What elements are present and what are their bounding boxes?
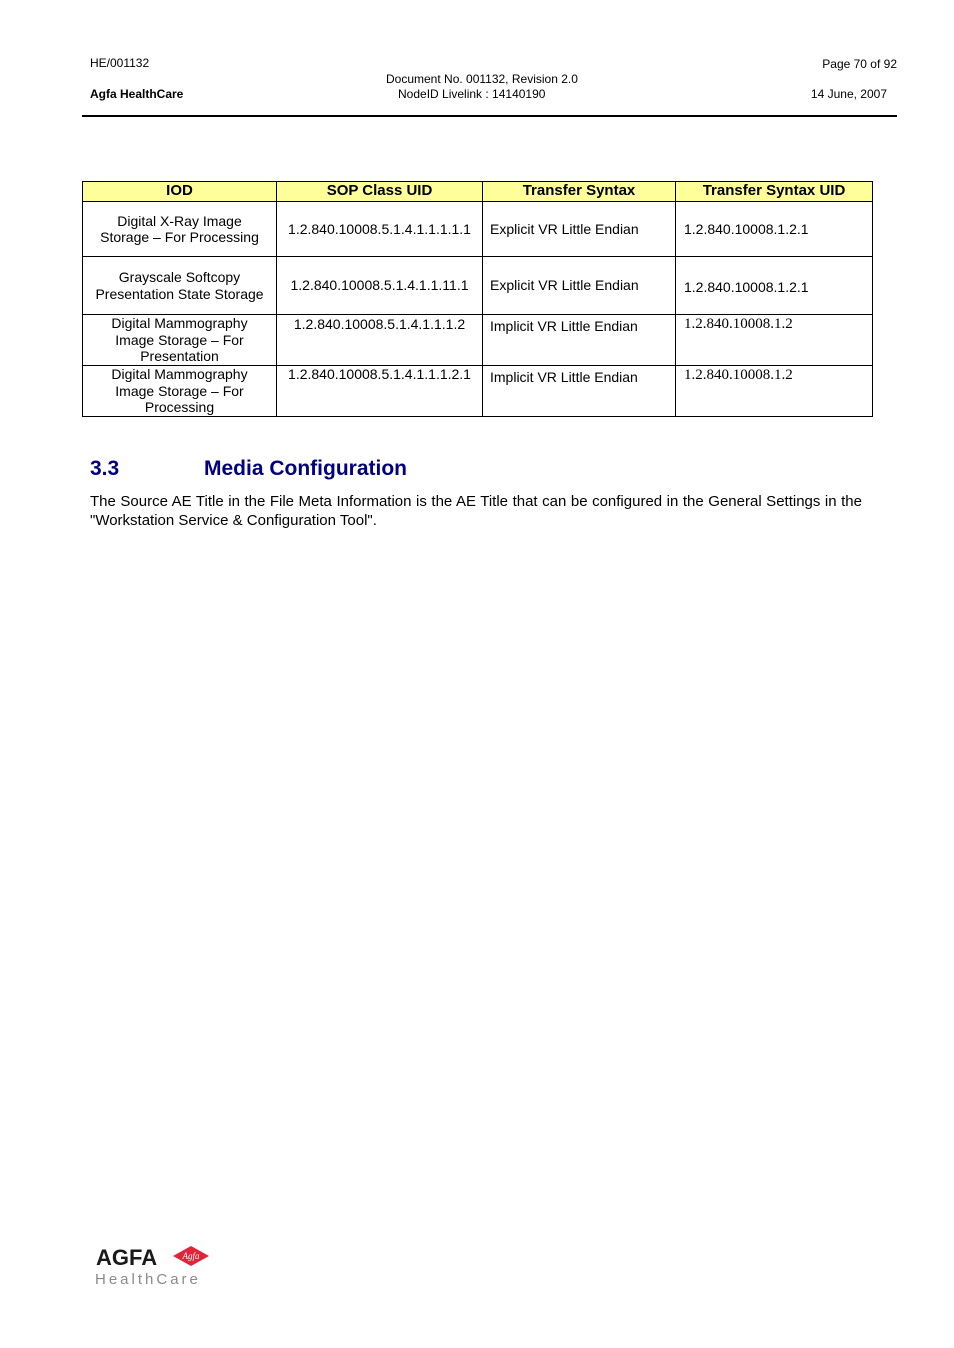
- sop-class-uid-cell: 1.2.840.10008.5.1.4.1.1.1.1.1: [277, 202, 483, 257]
- sop-class-uid-cell: 1.2.840.10008.5.1.4.1.1.1.2: [277, 315, 483, 366]
- column-header-iod: IOD: [83, 182, 277, 202]
- section-title: Media Configuration: [204, 457, 407, 480]
- transfer-syntax-cell: Explicit VR Little Endian: [483, 257, 676, 315]
- section-number: 3.3: [90, 457, 120, 480]
- iod-cell: Digital X-Ray Image Storage – For Processing: [83, 202, 277, 257]
- column-header-transfer-syntax-uid: Transfer Syntax UID: [676, 182, 873, 202]
- iod-cell: Grayscale Softcopy Presentation State Storage: [83, 257, 277, 315]
- document-date: 14 June, 2007: [810, 87, 887, 101]
- node-id: NodeID Livelink : 14140190: [398, 87, 546, 101]
- transfer-syntax-uid-cell: 1.2.840.10008.1.2.1: [676, 202, 873, 257]
- table-row: [83, 315, 873, 366]
- iod-cell: Digital Mammography Image Storage – For Presentation: [83, 315, 277, 366]
- transfer-syntax-uid-cell: 1.2.840.10008.1.2.1: [676, 257, 873, 315]
- logo-badge-text: Agfa: [182, 1251, 200, 1261]
- header-divider: [82, 115, 897, 117]
- section-heading: [90, 457, 407, 481]
- transfer-syntax-cell: Implicit VR Little Endian: [483, 315, 676, 366]
- transfer-syntax-uid-cell: 1.2.840.10008.1.2: [676, 366, 873, 417]
- transfer-syntax-cell: Implicit VR Little Endian: [483, 366, 676, 417]
- iod-table: [82, 181, 873, 417]
- transfer-syntax-uid-cell: 1.2.840.10008.1.2: [676, 315, 873, 366]
- agfa-badge-icon: [173, 1246, 209, 1266]
- iod-cell: Digital Mammography Image Storage – For Processing: [83, 366, 277, 417]
- sop-class-uid-cell: 1.2.840.10008.5.1.4.1.1.1.2.1: [277, 366, 483, 417]
- column-header-sop-class-uid: SOP Class UID: [277, 182, 483, 202]
- logo-sub-text: HealthCare: [95, 1271, 201, 1288]
- column-header-transfer-syntax: Transfer Syntax: [483, 182, 676, 202]
- document-number: Document No. 001132, Revision 2.0: [386, 72, 578, 86]
- company-name: Agfa HealthCare: [90, 87, 184, 101]
- agfa-logo-graphic: [95, 1240, 215, 1290]
- transfer-syntax-cell: Explicit VR Little Endian: [483, 202, 676, 257]
- table-row: [83, 257, 873, 315]
- section-paragraph: The Source AE Title in the File Meta Information is the AE Title that can be configured in the General Settings in the "Workstation Service & Configuration Tool".: [90, 493, 862, 529]
- doc-code: HE/001132: [90, 56, 150, 70]
- agfa-healthcare-logo: [95, 1240, 215, 1290]
- sop-class-uid-cell: 1.2.840.10008.5.1.4.1.1.11.1: [277, 257, 483, 315]
- table-header-row: [83, 182, 873, 202]
- page-number: Page 70 of 92: [822, 57, 897, 71]
- table-row: [83, 366, 873, 417]
- logo-brand-text: AGFA: [96, 1245, 158, 1270]
- table-row: [83, 202, 873, 257]
